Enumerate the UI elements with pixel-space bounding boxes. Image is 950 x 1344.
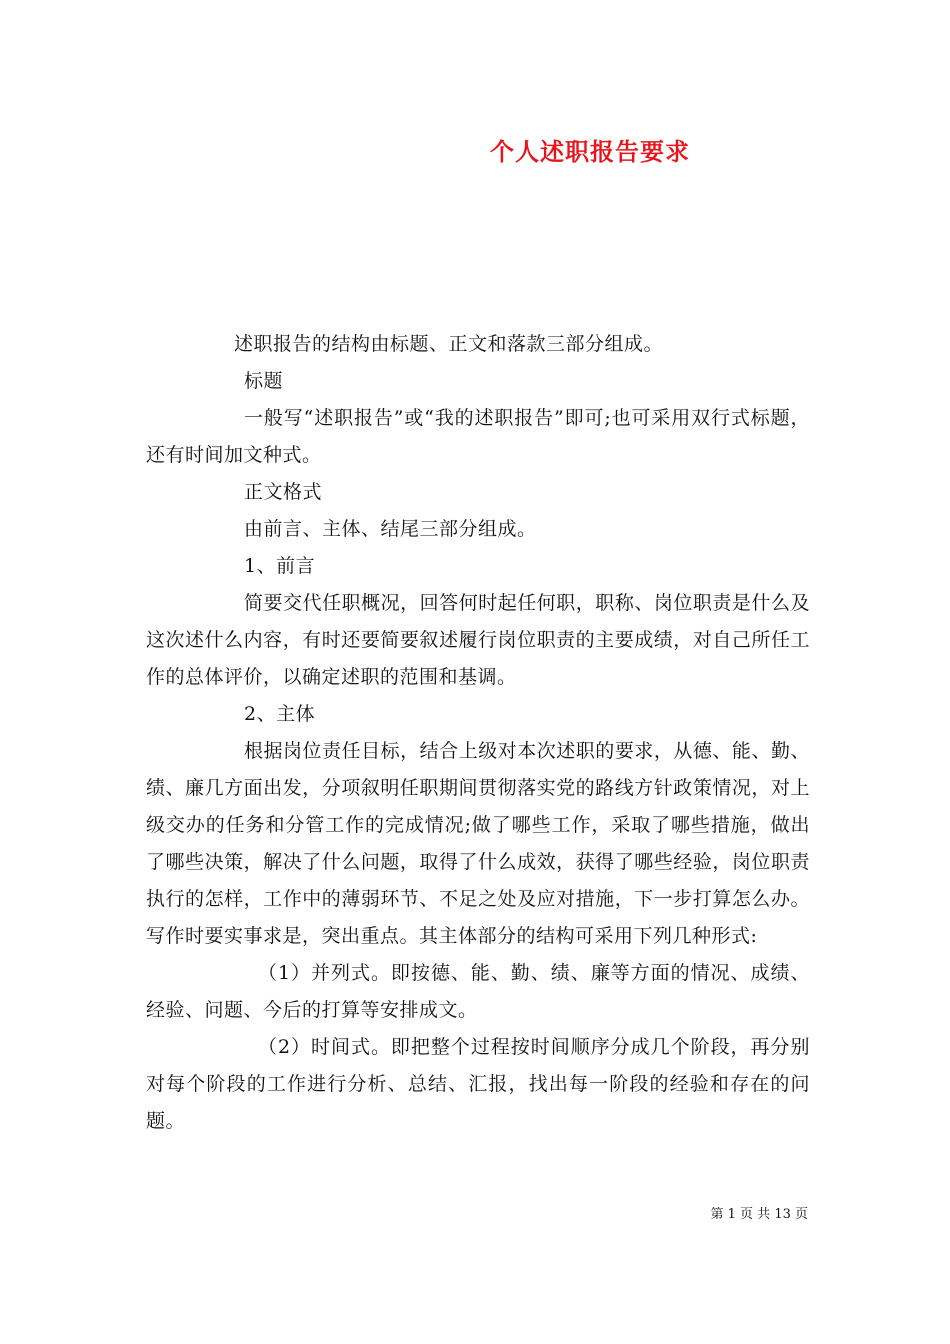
paragraph-chronological: （2）时间式。即把整个过程按时间顺序分成几个阶段，再分别对每个阶段的工作进行分析、总结、汇报，找出每一阶段的经验和存在的问题。 [146, 1036, 810, 1132]
paragraph-parallel: （1）并列式。即按德、能、勤、绩、廉等方面的情况、成绩、经验、问题、今后的打算等安排成文。 [146, 962, 810, 1021]
paragraph-preface: 简要交代任职概况，回答何时起任何职，职称、岗位职责是什么及这次述什么内容，有时还要简要叙述履行岗位职责的主要成绩，对自己所任工作的总体评价，以确定述职的范围和基调。 [146, 592, 810, 688]
paragraph-main: 根据岗位责任目标，结合上级对本次述职的要求，从德、能、勤、绩、廉几方面出发，分项叙明任职期间贯彻落实党的路线方针政策情况，对上级交办的任务和分管工作的完成情况;做了哪些工作，采取了哪些措施，做出了哪些决策，解决了什么问题，取得了什么成效，获得了哪些经验，岗位职责执行的怎样，工作中的薄弱环节、不足之处及应对措施，下一步打算怎么办。写作时要实事求是，突出重点。其主体部分的结构可采用下列几种形式: [146, 740, 810, 947]
heading-main: 2、主体 [244, 703, 316, 725]
page-number: 第 1 页 共 13 页 [710, 1207, 808, 1222]
document-body [146, 326, 810, 1140]
document-title: 个人述职报告要求 [490, 137, 690, 166]
paragraph-intro: 述职报告的结构由标题、正文和落款三部分组成。 [234, 333, 664, 355]
heading-body-format: 正文格式 [244, 481, 323, 503]
heading-title: 标题 [244, 370, 284, 392]
paragraph-title-desc: 一般写“述职报告”或“我的述职报告”即可;也可采用双行式标题，还有时间加文种式。 [146, 407, 810, 466]
paragraph-body-parts: 由前言、主体、结尾三部分组成。 [244, 518, 537, 540]
heading-preface: 1、前言 [244, 555, 316, 577]
